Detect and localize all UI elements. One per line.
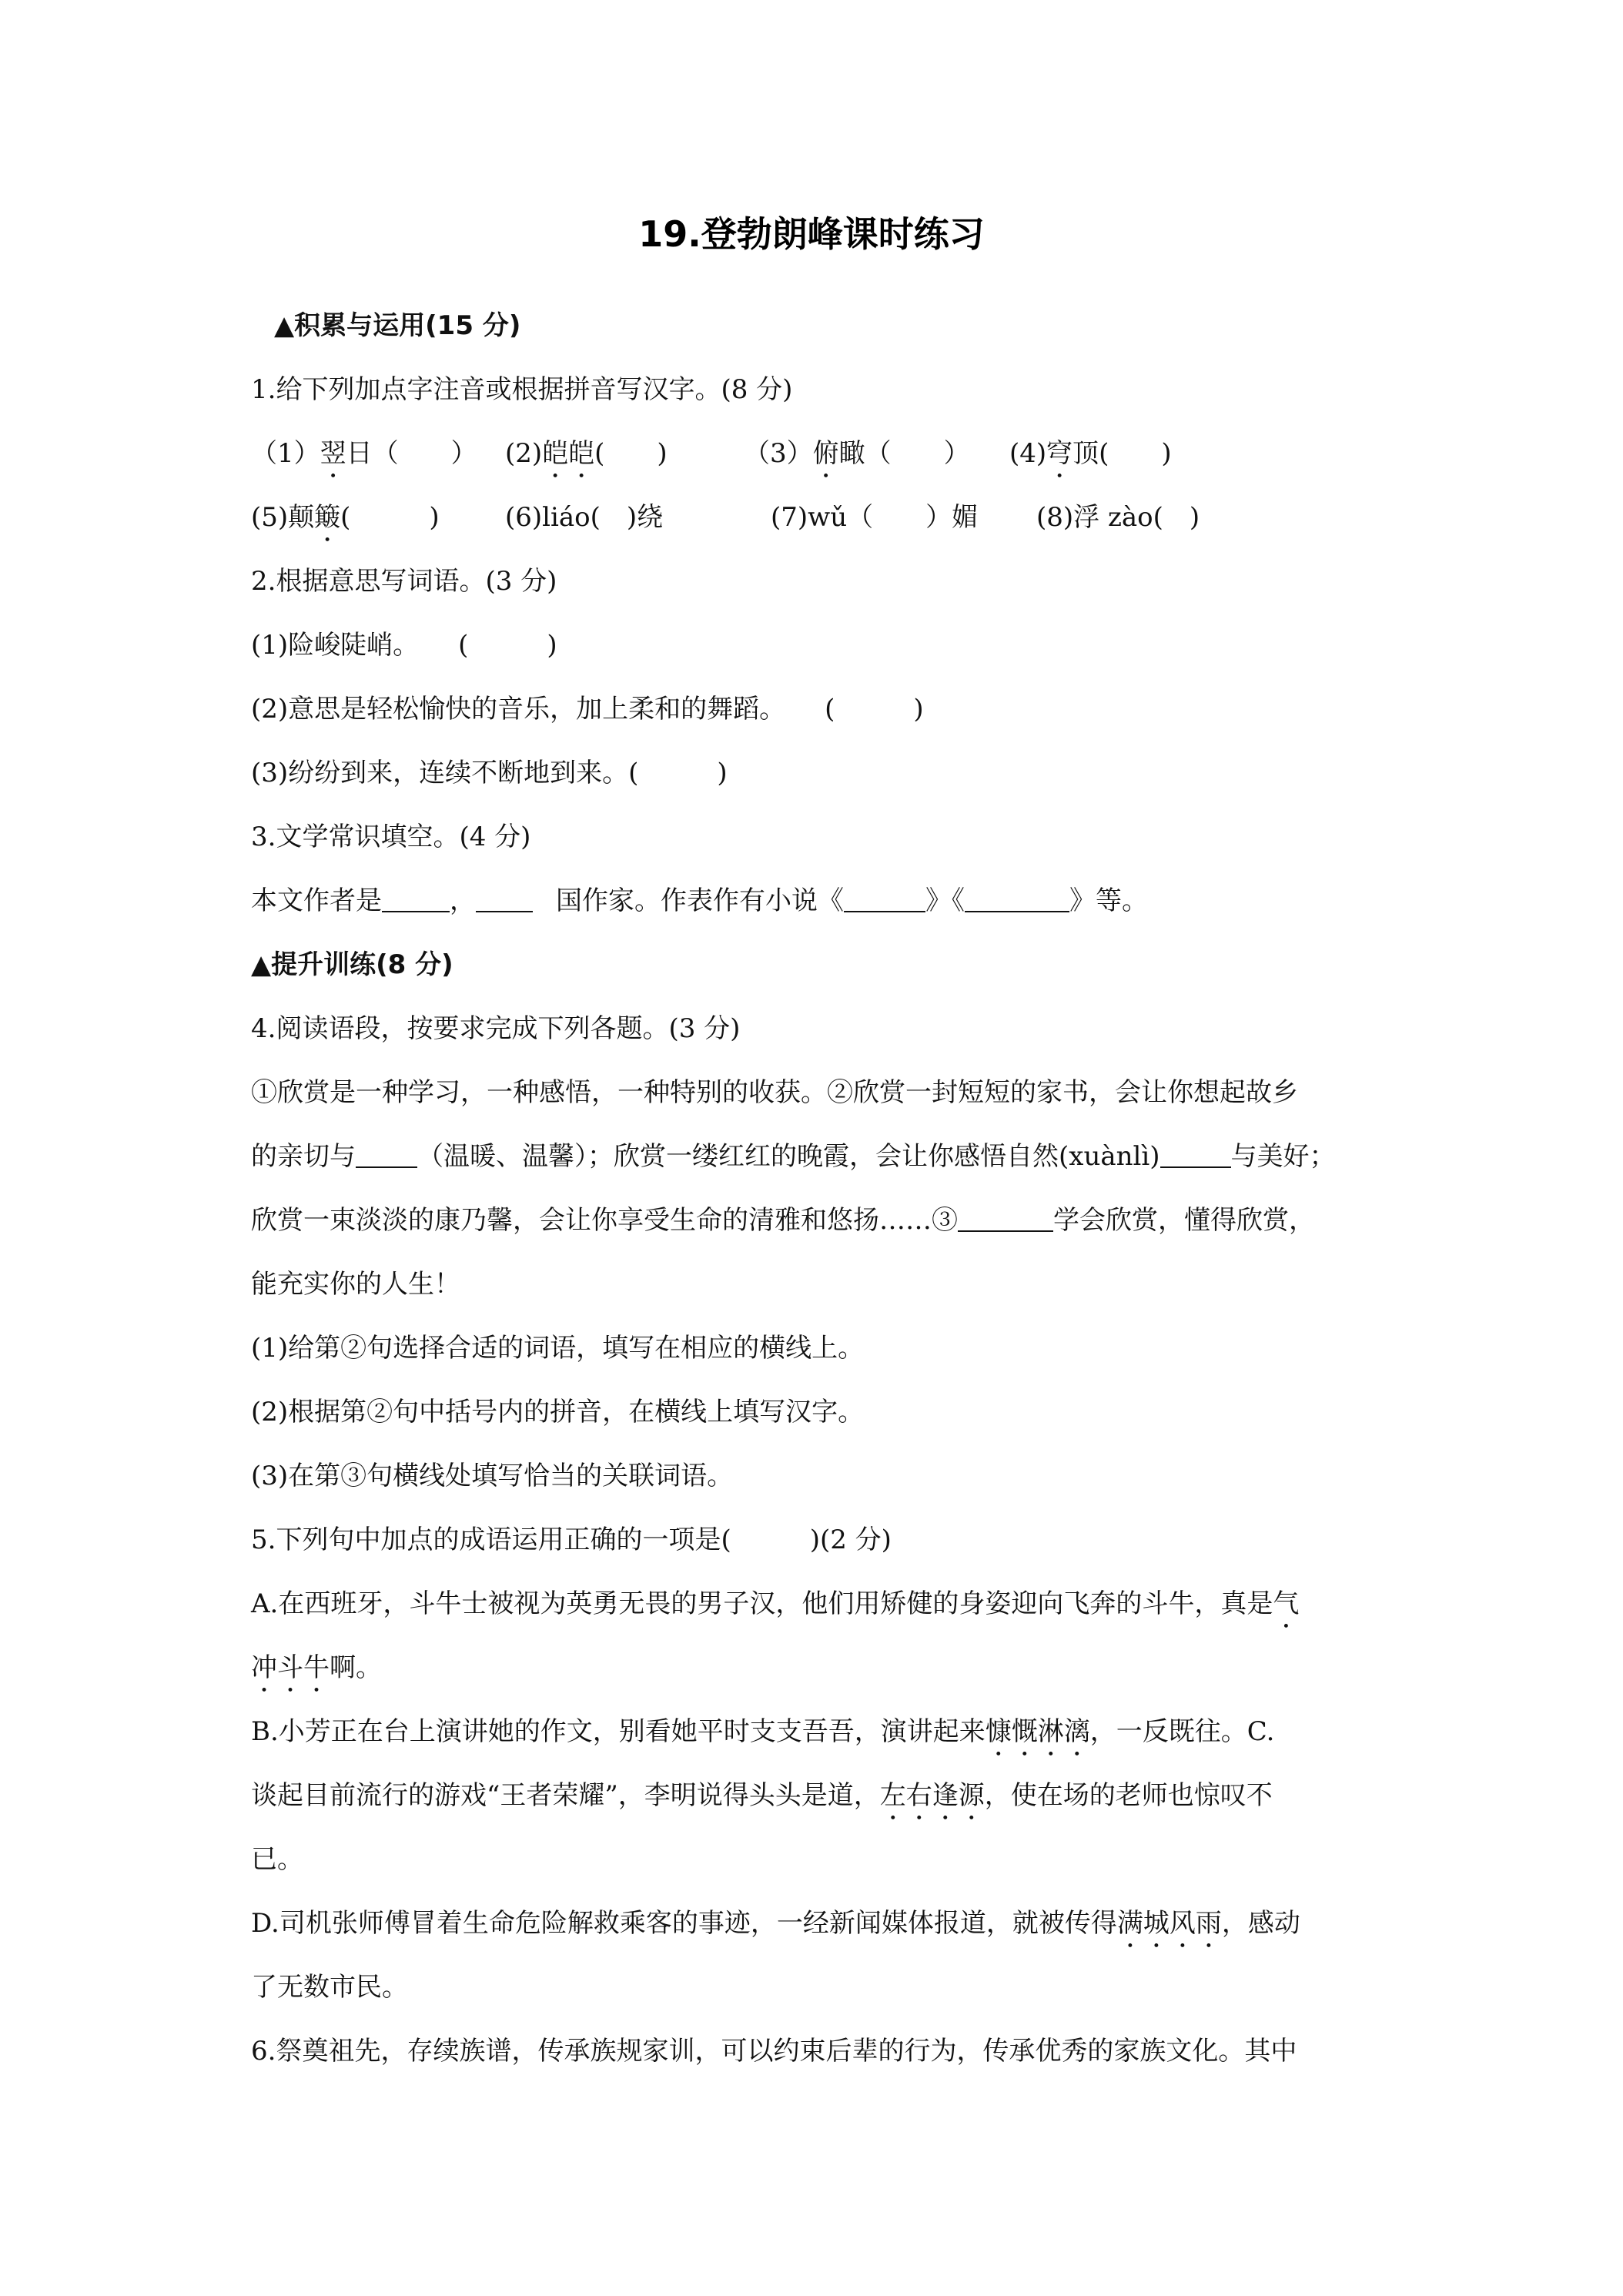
option-d-line-1: D.司机张师傅冒着生命危险解救乘客的事迹，一经新闻媒体报道，就被传得满城风雨，感动 [251, 1908, 1300, 1939]
question-2-stem: 2.根据意思写词语。(3 分) [251, 566, 557, 597]
question-4-sub-2: (2)根据第②句中括号内的拼音，在横线上填写汉字。 [251, 1397, 865, 1427]
answer-blank [476, 883, 533, 912]
dotted-idiom: 慷慨淋漓 [985, 1716, 1090, 1747]
q1-item-5: (5)颠簸( ) [251, 502, 440, 533]
answer-blank [356, 1139, 417, 1168]
question-3-stem: 3.文学常识填空。(4 分) [251, 822, 531, 852]
dotted-idiom: 左右逢源 [879, 1780, 985, 1811]
option-c-line-1: 谈起目前流行的游戏“王者荣耀”，李明说得头头是道，左右逢源，使在场的老师也惊叹不 [251, 1780, 1273, 1811]
question-1-row-1 [251, 422, 1398, 486]
question-3-body: 本文作者是 ， 国作家。作表作有小说《 》《 》等。 [251, 869, 1398, 933]
exercise-content [251, 294, 1398, 2083]
question-5-stem: 5.下列句中加点的成语运用正确的一项是( )(2 分) [251, 1525, 892, 1555]
question-1-stem: 1.给下列加点字注音或根据拼音写汉字。(8 分) [251, 374, 793, 405]
passage-line-4: 能充实你的人生！ [251, 1269, 460, 1300]
dotted-idiom: 冲斗牛 [251, 1652, 330, 1683]
q1-item-4: (4)穹顶( ) [1009, 438, 1172, 469]
question-4-stem: 4.阅读语段，按要求完成下列各题。(3 分) [251, 1013, 741, 1044]
passage-line-3: 欣赏一束淡淡的康乃馨，会让你享受生命的清雅和悠扬……③ 学会欣赏，懂得欣赏， [251, 1189, 1398, 1253]
question-4-sub-3: (3)在第③句横线处填写恰当的关联词语。 [251, 1461, 734, 1491]
answer-blank [958, 1203, 1053, 1232]
question-6-line-1: 6.祭奠祖先，存续族谱，传承族规家训，可以约束后辈的行为，传承优秀的家族文化。其中 [251, 2036, 1297, 2067]
dotted-idiom: 气 [1273, 1588, 1300, 1619]
question-4-sub-1: (1)给第②句选择合适的词语，填写在相应的横线上。 [251, 1333, 865, 1364]
question-2-item-2: (2)意思是轻松愉快的音乐，加上柔和的舞蹈。 ( ) [251, 694, 924, 725]
q1-item-6: (6)liáo( )绕 [505, 502, 664, 533]
option-a-line-2: 冲斗牛啊。 [251, 1652, 382, 1683]
question-1-row-2 [251, 486, 1398, 550]
option-b-line: B.小芳正在台上演讲她的作文，别看她平时支支吾吾，演讲起来慷慨淋漓，一反既往。C. [251, 1716, 1275, 1747]
option-a-line-1: A.在西班牙，斗牛士被视为英勇无畏的男子汉，他们用矫健的身姿迎向飞奔的斗牛，真是气 [251, 1588, 1300, 1619]
option-d-line-2: 了无数市民。 [251, 1972, 408, 2003]
dotted-idiom: 满城风雨 [1116, 1908, 1222, 1939]
section-heading-improvement: ▲提升训练(8 分) [251, 949, 453, 980]
question-2-item-1: (1)险峻陡峭。 ( ) [251, 630, 557, 661]
q1-item-2: (2)皑皑( ) [505, 438, 668, 469]
option-c-line-2: 已。 [251, 1844, 303, 1875]
passage-line-1: ①欣赏是一种学习，一种感悟，一种特别的收获。②欣赏一封短短的家书，会让你想起故乡 [251, 1077, 1298, 1108]
answer-blank [382, 883, 450, 912]
answer-blank [965, 883, 1069, 912]
q1-item-7: (7)wǔ（ ）媚 [771, 502, 979, 533]
page-title: 19.登勃朗峰课时练习 [638, 213, 985, 255]
question-2-item-3: (3)纷纷到来，连续不断地到来。( ) [251, 758, 728, 788]
answer-blank [1160, 1139, 1231, 1168]
section-heading-accumulation: ▲积累与运用(15 分) [274, 310, 521, 341]
passage-line-2: 的亲切与 （温暖、温馨）；欣赏一缕红红的晚霞，会让你感悟自然(xuànlì) 与美好； [251, 1125, 1398, 1189]
q1-item-3: （3）俯瞰（ ） [744, 438, 970, 469]
answer-blank [844, 883, 925, 912]
q1-item-1: （1）翌日（ ） [251, 438, 477, 469]
q1-item-8: (8)浮 zào( ) [1036, 502, 1200, 533]
